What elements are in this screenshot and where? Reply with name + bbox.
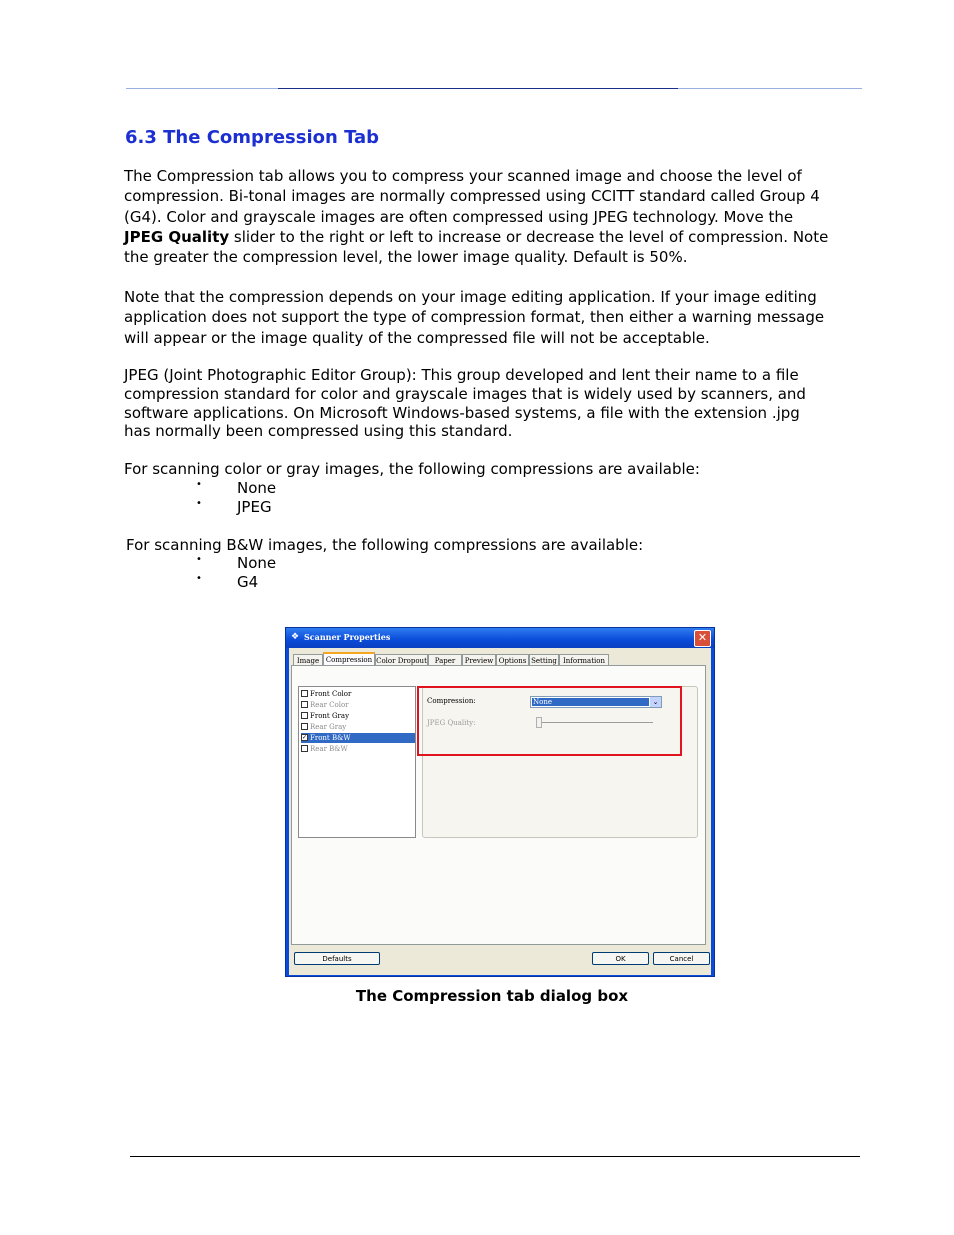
tab-color-dropout[interactable]: Color Dropout: [375, 654, 428, 666]
jpeg-quality-bold: JPEG Quality: [124, 227, 230, 246]
checkmark-icon[interactable]: ✓: [302, 734, 308, 741]
list-item-rear-gray[interactable]: [301, 722, 415, 732]
list-item-label: Rear Color: [310, 701, 349, 709]
bullet-icon: •: [196, 573, 202, 584]
image-type-list: [298, 686, 416, 838]
list-item-front-color[interactable]: [301, 689, 415, 699]
text-line: JPEG (Joint Photographic Editor Group): This group developed and lent their name to a file: [124, 366, 799, 384]
bullet-icon: •: [196, 479, 202, 490]
checkbox[interactable]: [301, 690, 308, 697]
bullet-icon: •: [196, 554, 202, 565]
paragraph-compression-note: [124, 287, 864, 348]
list-item-rear-bw[interactable]: [301, 744, 415, 754]
dialog-client: [289, 648, 711, 975]
defaults-button[interactable]: Defaults: [294, 952, 380, 965]
tab-preview[interactable]: Preview: [462, 654, 496, 666]
text-line: The Compression tab allows you to compress your scanned image and choose the level of: [124, 167, 802, 185]
scanner-properties-dialog: [285, 627, 715, 977]
paragraph-jpeg-definition: [124, 366, 864, 441]
list-item-label: Front Color: [310, 690, 352, 698]
text-line: application does not support the type of compression format, then either a warning message: [124, 308, 825, 327]
color-compressions-intro: For scanning color or gray images, the following compressions are available:: [124, 460, 700, 478]
tab-image[interactable]: Image: [293, 654, 323, 666]
text-line: the greater the compression level, the lower image quality. Default is 50%.: [124, 248, 688, 267]
header-rule: [126, 88, 862, 89]
bullet-icon: •: [196, 498, 202, 509]
list-item-front-gray[interactable]: [301, 711, 415, 721]
text-line: Note that the compression depends on your image editing application. If your image editing: [124, 288, 817, 306]
text-line: will appear or the image quality of the compressed file will not be acceptable.: [124, 328, 710, 347]
tab-paper[interactable]: Paper: [428, 654, 462, 666]
compression-panel: [291, 665, 706, 945]
text-line: software applications. On Microsoft Windows-based systems, a file with the extension .jpg: [124, 403, 800, 422]
text-line: has normally been compressed using this standard.: [124, 422, 513, 441]
tab-options[interactable]: Options: [496, 654, 529, 666]
list-item-label: None: [237, 554, 277, 572]
cancel-button[interactable]: Cancel: [653, 952, 710, 965]
figure-caption: The Compression tab dialog box: [355, 987, 629, 1005]
footer-rule: [130, 1156, 860, 1157]
section-heading: 6.3 The Compression Tab: [125, 127, 380, 148]
list-item-label: Rear Gray: [310, 723, 347, 731]
list-item-label: None: [237, 479, 277, 497]
compression-select-value: None: [532, 698, 649, 706]
list-item-rear-color[interactable]: [301, 700, 415, 710]
paragraph-compression-intro: [124, 166, 864, 267]
list-item-label: JPEG: [237, 498, 272, 516]
list-item-label: G4: [237, 573, 259, 591]
dialog-titlebar: [286, 628, 714, 648]
close-icon[interactable]: ✕: [694, 630, 711, 647]
scanner-icon: ❖: [291, 632, 300, 642]
tab-compression[interactable]: Compression: [323, 652, 375, 667]
checkbox[interactable]: [301, 723, 308, 730]
chevron-down-icon[interactable]: ⌄: [650, 697, 661, 707]
text-span: slider to the right or left to increase or decrease the level of compression. Note: [229, 227, 829, 246]
text-line: [124, 227, 864, 247]
list-item-front-bw[interactable]: [301, 733, 415, 743]
compression-label: Compression:: [427, 697, 476, 705]
list-item-label: Front Gray: [310, 712, 350, 720]
dialog-title: Scanner Properties: [304, 632, 391, 642]
text-line: (G4). Color and grayscale images are often compressed using JPEG technology. Move the: [124, 207, 794, 226]
text-line: compression standard for color and grayscale images that is widely used by scanners, and: [124, 384, 806, 403]
tab-information[interactable]: Information: [559, 654, 609, 666]
bw-compressions-intro: For scanning B&W images, the following compressions are available:: [126, 536, 644, 554]
checkbox[interactable]: [301, 701, 308, 708]
ok-button[interactable]: OK: [592, 952, 649, 965]
checkbox[interactable]: [301, 712, 308, 719]
tab-setting[interactable]: Setting: [529, 654, 559, 666]
list-item-label: Front B&W: [310, 734, 351, 742]
highlight-box: [417, 686, 682, 756]
list-item-label: Rear B&W: [310, 745, 348, 753]
jpeg-quality-label: JPEG Quality:: [427, 719, 476, 727]
checkbox[interactable]: [301, 745, 308, 752]
text-line: compression. Bi-tonal images are normally compressed using CCITT standard called Group 4: [124, 187, 820, 206]
